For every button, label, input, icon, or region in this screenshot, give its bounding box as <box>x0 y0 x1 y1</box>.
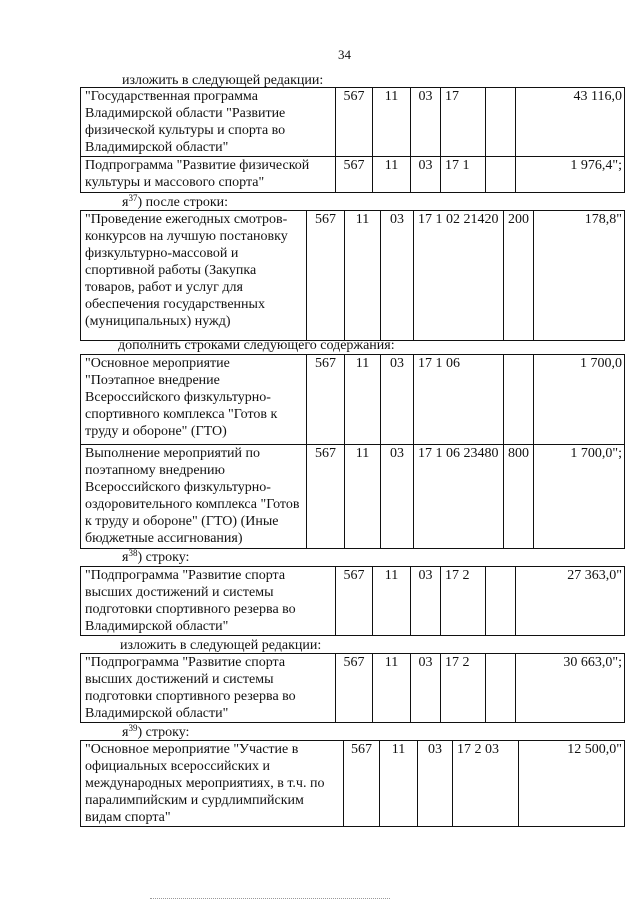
row-target-code: 17 <box>441 88 486 157</box>
row-name: "Подпрограмма "Развитие спорта высших достижений и системы подготовки спортивного резерва во Владимирской области" <box>81 654 336 723</box>
row-subsection-code: 03 <box>381 211 414 341</box>
row-target-code: 17 2 03 <box>453 741 519 827</box>
row-target-code: 17 1 06 <box>414 355 504 445</box>
caption-superscript: 38 <box>128 548 138 558</box>
caption-text: ) строку: <box>137 725 190 740</box>
row-name: "Подпрограмма "Развитие спорта высших достижений и системы подготовки спортивного резерва во Владимирской области" <box>81 567 336 636</box>
row-ministry-code: 567 <box>336 157 373 193</box>
row-amount: 43 116,0 <box>516 88 625 157</box>
row-name: "Государственная программа Владимирской области "Развитие физической культуры и спорта во Владимирской области" <box>81 88 336 157</box>
row-subsection-code: 03 <box>411 157 441 193</box>
row-ministry-code: 567 <box>344 741 380 827</box>
row-ministry-code: 567 <box>336 654 373 723</box>
row-target-code: 17 2 <box>441 567 486 636</box>
table-row <box>81 88 625 157</box>
table-row <box>81 445 625 549</box>
row-expense-type <box>486 567 516 636</box>
row-expense-type <box>504 355 534 445</box>
row-name: "Основное мероприятие "Поэтапное внедрение Всероссийского физкультурно-спортивного комплекса "Готов к труду и обороне" (ГТО) <box>81 355 307 445</box>
block-caption <box>122 549 189 566</box>
budget-table <box>80 87 625 193</box>
caption-superscript: 39 <box>128 723 138 733</box>
row-subsection-code: 03 <box>411 88 441 157</box>
row-subsection-code: 03 <box>411 654 441 723</box>
row-expense-type <box>486 88 516 157</box>
row-amount: 30 663,0"; <box>516 654 625 723</box>
row-target-code: 17 1 <box>441 157 486 193</box>
row-section-code: 11 <box>373 88 411 157</box>
table-row <box>81 211 625 341</box>
row-amount: 178,8" <box>534 211 625 341</box>
row-amount: 1 700,0 <box>534 355 625 445</box>
row-ministry-code: 567 <box>336 88 373 157</box>
row-name: Подпрограмма "Развитие физической культуры и массового спорта" <box>81 157 336 193</box>
caption-text: ) после строки: <box>137 195 229 210</box>
block-caption <box>122 194 228 211</box>
row-expense-type <box>486 157 516 193</box>
row-target-code: 17 2 <box>441 654 486 723</box>
row-subsection-code: 03 <box>418 741 453 827</box>
table-row <box>81 157 625 193</box>
row-subsection-code: 03 <box>381 445 414 549</box>
row-expense-type: 200 <box>504 211 534 341</box>
block-caption: дополнить строками следующего содержания: <box>118 338 395 353</box>
row-target-code: 17 1 02 21420 <box>414 211 504 341</box>
row-name: Выполнение мероприятий по поэтапному внедрению Всероссийского физкультурно-оздоровительного комплекса "Готов к труду и обороне" (ГТО) (Иные бюджетные ассигнования) <box>81 445 307 549</box>
block-caption: изложить в следующей редакции: <box>120 638 322 653</box>
row-section-code: 11 <box>373 567 411 636</box>
row-ministry-code: 567 <box>307 211 345 341</box>
budget-table <box>80 740 625 827</box>
budget-table <box>80 354 625 549</box>
table-row <box>81 654 625 723</box>
row-amount: 1 976,4"; <box>516 157 625 193</box>
row-subsection-code: 03 <box>381 355 414 445</box>
row-section-code: 11 <box>345 445 381 549</box>
table-row <box>81 355 625 445</box>
row-amount: 1 700,0"; <box>534 445 625 549</box>
caption-superscript: 37 <box>128 193 138 203</box>
row-amount: 27 363,0" <box>516 567 625 636</box>
budget-table <box>80 210 625 341</box>
caption-prefix: я <box>122 725 129 740</box>
caption-prefix: я <box>122 550 129 565</box>
row-ministry-code: 567 <box>307 445 345 549</box>
scan-edge-mark <box>150 898 390 899</box>
table-row <box>81 567 625 636</box>
row-section-code: 11 <box>345 355 381 445</box>
row-target-code: 17 1 06 23480 <box>414 445 504 549</box>
budget-table <box>80 653 625 723</box>
row-section-code: 11 <box>373 157 411 193</box>
table-row <box>81 741 625 827</box>
row-section-code: 11 <box>373 654 411 723</box>
row-expense-type: 800 <box>504 445 534 549</box>
row-name: "Основное мероприятие "Участие в официальных всероссийских и международных мероприятиях, в т.ч. по паралимпийским и сурдлимпийским видам спорта" <box>81 741 344 827</box>
row-name: "Проведение ежегодных смотров-конкурсов на лучшую постановку физкультурно-массовой и спортивной работы (Закупка товаров, работ и услуг для обеспечения государственных (муниципальных) нужд) <box>81 211 307 341</box>
row-expense-type <box>486 654 516 723</box>
row-ministry-code: 567 <box>307 355 345 445</box>
caption-prefix: я <box>122 195 129 210</box>
row-subsection-code: 03 <box>411 567 441 636</box>
block-caption <box>122 724 189 741</box>
row-section-code: 11 <box>345 211 381 341</box>
block-caption: изложить в следующей редакции: <box>122 73 324 88</box>
row-ministry-code: 567 <box>336 567 373 636</box>
page-number: 34 <box>338 47 351 62</box>
caption-text: ) строку: <box>137 550 190 565</box>
row-amount: 12 500,0" <box>519 741 625 827</box>
row-section-code: 11 <box>380 741 418 827</box>
budget-table <box>80 566 625 636</box>
